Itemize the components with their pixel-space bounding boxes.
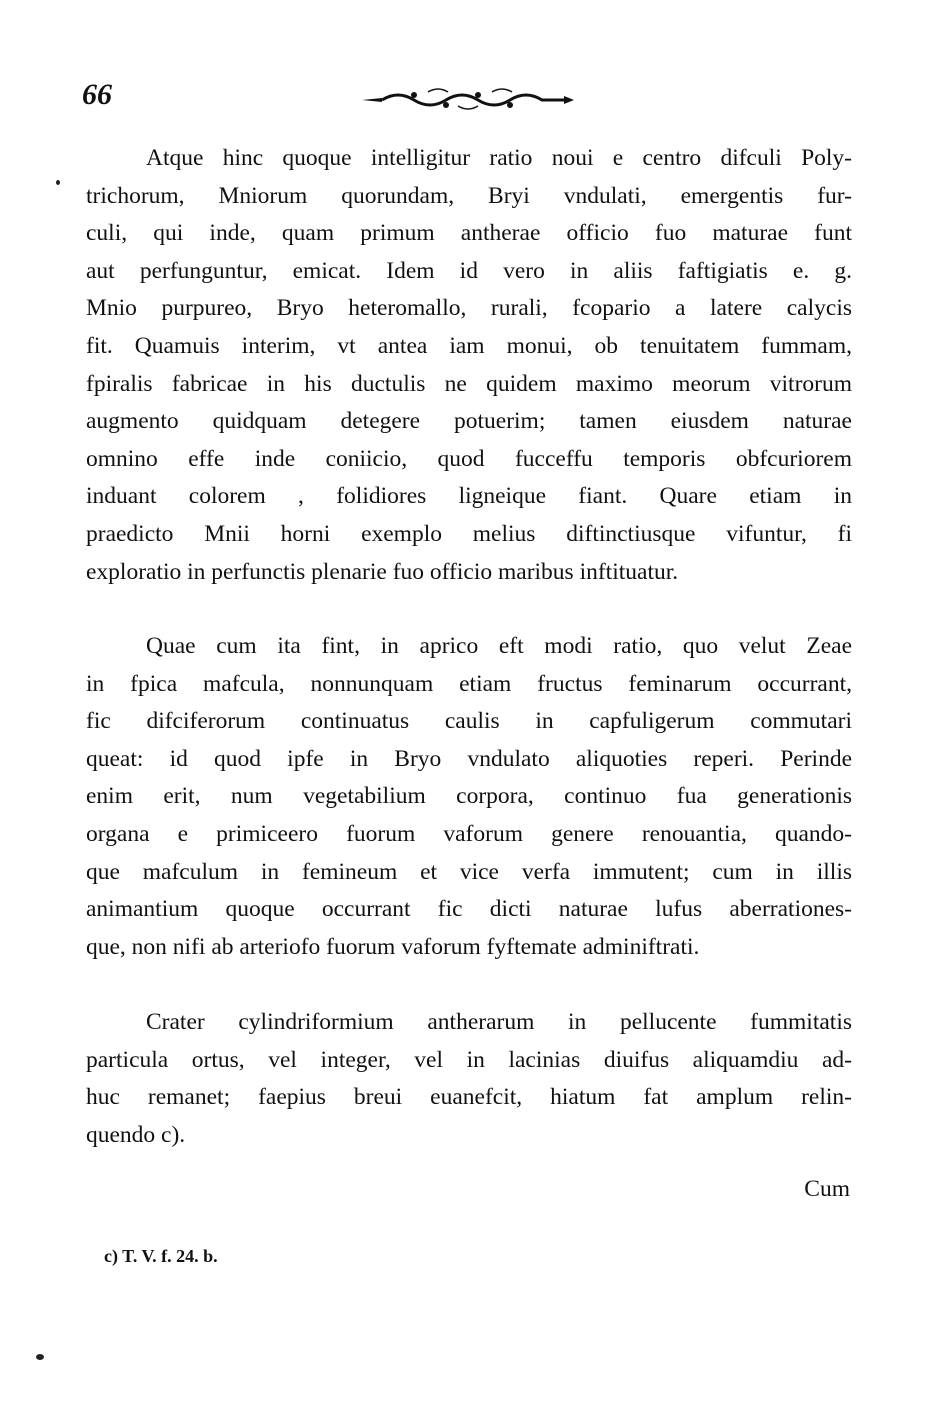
text-line: fic difciferorum continuatus caulis in capfuligerum commutari [86, 708, 852, 735]
ink-speck [36, 1354, 44, 1360]
text-line: Mnio purpureo, Bryo heteromallo, rurali, fcopario a latere calycis [86, 295, 852, 322]
text-line: fpiralis fabricae in his ductulis ne quidem maximo meorum vitrorum [86, 370, 852, 397]
text-line: exploratio in perfunctis plenarie fuo officio maribus inftituatur. [86, 558, 679, 585]
footnote: c) T. V. f. 24. b. [104, 1246, 218, 1266]
ornament-headpiece [358, 86, 578, 112]
text-line: huc remanet; faepius breui euanefcit, hiatum fat amplum relin- [86, 1084, 852, 1111]
text-line: trichorum, Mniorum quorundam, Bryi vndulati, emergentis fur- [86, 182, 852, 209]
text-line: induant colorem , folidiores ligneique fiant. Quare etiam in [86, 483, 852, 510]
paragraph-2 [86, 628, 852, 966]
text-line: que mafculum in femineum et vice verfa immutent; cum in illis [86, 858, 852, 885]
text-line: enim erit, num vegetabilium corpora, continuo fua generationis [86, 783, 852, 810]
text-line: quendo c). [86, 1121, 186, 1148]
text-line: Atque hinc quoque intelligitur ratio noui e centro difculi Poly- [146, 145, 852, 171]
text-line: augmento quidquam detegere potuerim; tamen eiusdem naturae [86, 408, 852, 435]
ink-speck [56, 180, 60, 185]
text-line: que, non nifi ab arteriofo fuorum vaforum fyftemate adminiftrati. [86, 933, 700, 960]
text-line: animantium quoque occurrant fic dicti naturae lufus aberrationes- [86, 896, 852, 923]
text-line: particula ortus, vel integer, vel in lacinias diuifus aliquamdiu ad- [86, 1046, 852, 1073]
text-line: organa e primiceero fuorum vaforum genere renouantia, quando- [86, 820, 852, 847]
paragraph-3 [86, 1004, 852, 1154]
text-line: omnino effe inde coniicio, quod fucceffu temporis obfcuriorem [86, 445, 852, 472]
page-number: 66 [82, 78, 112, 111]
text-line: Quae cum ita fint, in aprico eft modi ratio, quo velut Zeae [146, 633, 852, 659]
text-line: in fpica mafcula, nonnunquam etiam fructus feminarum occurrant, [86, 670, 852, 697]
text-line: queat: id quod ipfe in Bryo vndulato aliquoties reperi. Perinde [86, 745, 852, 772]
text-line: aut perfunguntur, emicat. Idem id vero in aliis faftigiatis e. g. [86, 257, 852, 284]
text-line: culi, qui inde, quam primum antherae officio fuo maturae funt [86, 220, 852, 247]
catchword: Cum [804, 1176, 850, 1202]
text-line: fit. Quamuis interim, vt antea iam monui, ob tenuitatem fummam, [86, 332, 852, 359]
text-line: Crater cylindriformium antherarum in pellucente fummitatis [146, 1009, 852, 1035]
text-line: praedicto Mnii horni exemplo melius diftinctiusque vifuntur, fi [86, 520, 852, 547]
paragraph-1 [86, 140, 852, 591]
